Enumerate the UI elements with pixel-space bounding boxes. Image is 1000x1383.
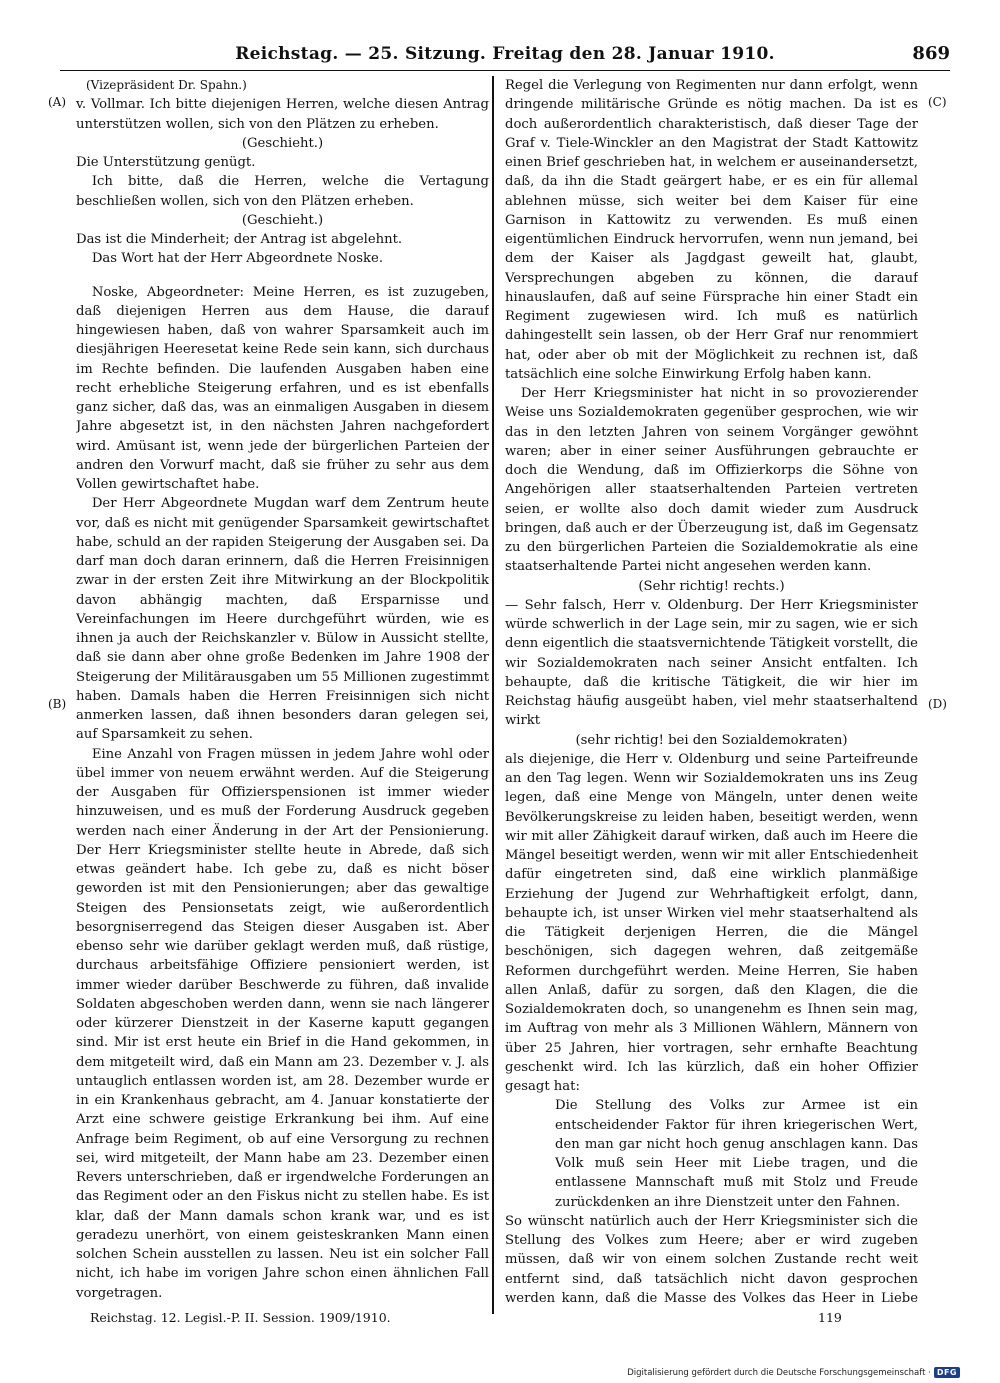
right-column: [505, 76, 918, 1306]
paragraph: Das Wort hat der Herr Abgeordnete Noske.: [91, 251, 384, 267]
page-number: 869: [912, 43, 950, 64]
running-title: Reichstag. — 25. Sitzung. Freitag den 28. Januar 1910.: [235, 44, 775, 64]
interjection: (Sehr richtig! rechts.): [638, 578, 785, 594]
speech-paragraph: Der Herr Kriegsminister hat nicht in so provozierender Weise uns Sozialdemokraten gegenüber gesprochen, wie wir das in den letzten Jahren von seinem Vorgänger gewöhnt waren; aber in einer seiner Ausführungen gebrauchte er doch die Wendung, daß im Offizierkorps die Söhne von Angehörigen aller staatserhaltenden Parteien vertreten seien, er wollte also doch damit wieder zum Ausdruck bringen, daß auch er der Überzeugung ist, daß im Gegensatz zu den bürgerlichen Parteien die Sozialdemokratie als eine staatserhaltende Partei nicht angesehen werden kann.: [505, 386, 918, 575]
stage-direction: (Geschieht.): [241, 135, 324, 151]
speech-paragraph: Der Herr Abgeordnete Mugdan warf dem Zentrum heute vor, daß es nicht mit genügender Sparsamkeit gewirtschaftet habe, schuld an der rapiden Steigerung der Ausgaben sei. Da darf man doch daran erinnern, daß die Herren Freisinnigen zwar in der ersten Zeit ihre Mitwirkung an der Blockpolitik davon abhängig machten, daß Ersparnisse und Vereinfachungen im Heere durchgeführt würden, wie es ihnen ja auch der Reichskanzler v. Bülow in Aussicht stellte, daß sie dann aber ohne große Bedenken im Jahre 1908 der Steigerung der Militärausgaben um 55 Millionen zugestimmt haben. Damals haben die Herren Freisinnigen sich nicht anmerken lassen, daß ihnen besonders daran gelegen sei, auf Sparsamkeit zu sehen.: [76, 496, 489, 743]
speech-paragraph: Noske, Abgeordneter: Meine Herren, es ist zuzugeben, daß diejenigen Herren aus dem Hause, die darauf hingewiesen haben, daß von wahrer Sparsamkeit auch im diesjährigen Heeresetat keine Rede sein kann, sich durchaus im Rechte befinden. Die laufenden Ausgaben haben eine recht erhebliche Steigerung erfahren, und es ist ebenfalls ganz sicher, daß das, was an einmaligen Ausgaben in diesem Jahre abgesetzt ist, in den nächsten Jahren nachgefordert wird. Amüsant ist, wenn jede der bürgerlichen Parteien der andren den Vorwurf macht, daß sie früher zu sehr aus dem Vollen gewirtschaftet habe.: [76, 284, 489, 492]
column-rule: [492, 76, 494, 1314]
margin-marker-c: (C): [928, 95, 947, 109]
paragraph: v. Vollmar. Ich bitte diejenigen Herren, welche diesen Antrag unterstützen wollen, sich von den Plätzen zu erheben.: [76, 97, 489, 132]
speech-paragraph: — Sehr falsch, Herr v. Oldenburg. Der Herr Kriegsminister würde schwerlich in der Lage sein, mir zu sagen, wie er sich denn eigentlich die staatsvernichtende Tätigkeit vorstellt, die wir Sozialdemokraten nach seiner Ansicht entfalten. Ich behaupte, daß die kritische Tätigkeit, die wir hier im Reichstag häufig ausgeübt haben, viel mehr staatserhaltend wirkt: [505, 597, 918, 729]
running-header: [60, 40, 950, 71]
speech-paragraph: als diejenige, die Herr v. Oldenburg und seine Parteifreunde an den Tag legen. Wenn wir Sozialdemokraten uns ins Zeug legen, daß eine Menge von Mängeln, unter denen weite Bevölkerungskreise zu leiden haben, beseitigt werden, wenn wir mit aller Zähigkeit darauf wirken, daß auch im Heere die Mängel beseitigt werden, wenn wir mit aller Entschiedenheit dafür eingetreten sind, daß eine wirklich planmäßige Erziehung der Jugend zur Wehrhaftigkeit erfolgt, dann, behaupte ich, ist unser Wirken viel mehr staatserhaltend als die Tätigkeit derjenigen Herren, die die Mängel beschönigen, sich dagegen wehren, daß zeitgemäße Reformen durchgeführt werden. Meine Herren, Sie haben allen Anlaß, dafür zu sorgen, daß den Klagen, die die Sozialdemokraten doch, so unangenehm es Ihnen sein mag, im Auftrag von mehr als 3 Millionen Wählern, Männern von über 25 Jahren, hier vortragen, sehr ernhafte Beachtung geschenkt wird. Ich las kürzlich, daß ein hoher Offizier gesagt hat:: [505, 751, 918, 1094]
footer-session-info: Reichstag. 12. Legisl.-P. II. Session. 1909/1910.: [90, 1310, 391, 1325]
digitization-credit: [627, 1367, 960, 1378]
speech-paragraph: Regel die Verlegung von Regimenten nur dann erfolgt, wenn dringende militärische Gründe es nötig machen. Da ist es doch außerordentlich charakteristisch, daß dieser Tage der Graf v. Tiele-Winckler an den Magistrat der Stadt Kattowitz einen Brief geschrieben hat, in welchem er auseinandersetzt, daß, da ihn die Stadt geärgert habe, er es ein für allemal ablehnen müsse, sich weiter bei dem Kaiser für eine Garnison in Kattowitz zu verwenden. Es muß einen eigentümlichen Eindruck hervorrufen, wenn nun jemand, bei dem der Kaiser als Jagdgast geweilt hat, glaubt, Versprechungen abgeben zu können, die darauf hinauslaufen, daß auf seine Fürsprache hin einer Stadt ein Regiment zugewiesen wird. Ich muß es natürlich dahingestellt sein lassen, ob der Herr Graf nur renommiert hat, oder aber ob mit der Möglichkeit zu rechnen ist, daß tatsächlich eine solche Einwirkung Erfolg haben kann.: [505, 78, 918, 382]
speech-paragraph: Eine Anzahl von Fragen müssen in jedem Jahre wohl oder übel immer von neuem erwähnt werden. Auf die Steigerung der Ausgaben für Offizierspensionen ist immer wieder hinzuweisen, und es muß der Forderung Ausdruck gegeben werden nach einer Änderung in der Art der Pensionierung. Der Herr Kriegsminister stellte heute in Abrede, daß sich etwas geändert habe. Ich gebe zu, daß es nicht böser geworden ist mit den Pensionierungen; aber das gewaltige Steigen des Pensionsetats zeigt, wie außerordentlich besorgniserregend das Steigen dieser Ausgaben ist. Aber ebenso sehr wie darüber geklagt werden muß, daß rüstige, durchaus arbeitsfähige Offiziere pensioniert werden, ist immer wieder darüber Beschwerde zu führen, daß invalide Soldaten abgeschoben werden dann, wenn sie nach längerer oder kürzerer Dienstzeit in der Kaserne kaputt gegangen sind. Mir ist erst heute ein Brief in die Hand gekommen, in dem mitgeteilt wird, daß ein Mann am 23. Dezember v. J. als untauglich entlassen worden ist, am 28. Dezember wurde er in ein Krankenhaus gebracht, am 4. Januar konstatierte der Arzt eine schwere geistige Erkrankung bei ihm. Auf eine Anfrage beim Regiment, ob auf eine Versorgung zu rechnen sei, wird mitgeteilt, der Mann habe am 23. Dezember einen Revers unterschrieben, daß er irgendwelche Forderungen an das Regiment oder an den Fiskus nicht zu stellen habe. Es ist klar, daß der Mann damals schon krank war, und es ist geradezu unerhört, von einem geisteskranken Mann einen solchen Schein ausstellen zu lassen. Neu ist ein solcher Fall nicht, ich habe im vorigen Jahre schon einen ähnlichen Fall vorgetragen.: [76, 746, 489, 1301]
stage-direction: (Geschieht.): [241, 212, 324, 228]
paragraph: Ich bitte, daß die Herren, welche die Vertagung beschließen wollen, sich von den Plätzen erheben.: [76, 174, 489, 209]
left-column: [76, 76, 489, 1306]
block-quote: Die Stellung des Volks zur Armee ist ein entscheidender Faktor für ihren kriegerischen Wert, den man gar nicht hoch genug anschlagen kann. Das Volk muß sein Heer mit Liebe tragen, und die entlassene Mannschaft muß mit Stolz und Freude zurückdenken an ihre Dienstzeit unter den Fahnen.: [555, 1098, 918, 1210]
margin-marker-b: (B): [48, 697, 67, 711]
digitization-text: Digitalisierung gefördert durch die Deutsche Forschungsgemeinschaft ·: [627, 1367, 931, 1378]
speech-paragraph: [76, 1303, 489, 1306]
speaker-note: (Vizepräsident Dr. Spahn.): [86, 78, 247, 92]
footer-sheet-number: 119: [818, 1310, 842, 1325]
paragraph: Die Unterstützung genügt.: [76, 155, 256, 170]
section-gap: [76, 269, 489, 283]
margin-marker-a: (A): [48, 95, 67, 109]
dfg-logo: DFG: [934, 1367, 960, 1378]
margin-marker-d: (D): [928, 697, 947, 711]
paragraph: Das ist die Minderheit; der Antrag ist abgelehnt.: [76, 232, 403, 247]
speech-paragraph: So wünscht natürlich auch der Herr Kriegsminister sich die Stellung des Volkes zum Heere; aber er wird zugeben müssen, daß wir von einem solchen Zustande recht weit entfernt sind, daß tatsächlich nicht davon gesprochen werden kann, daß die Masse des Volkes das Heer in Liebe: [505, 1213, 918, 1306]
interjection: (sehr richtig! bei den Sozialdemokraten): [575, 732, 848, 748]
